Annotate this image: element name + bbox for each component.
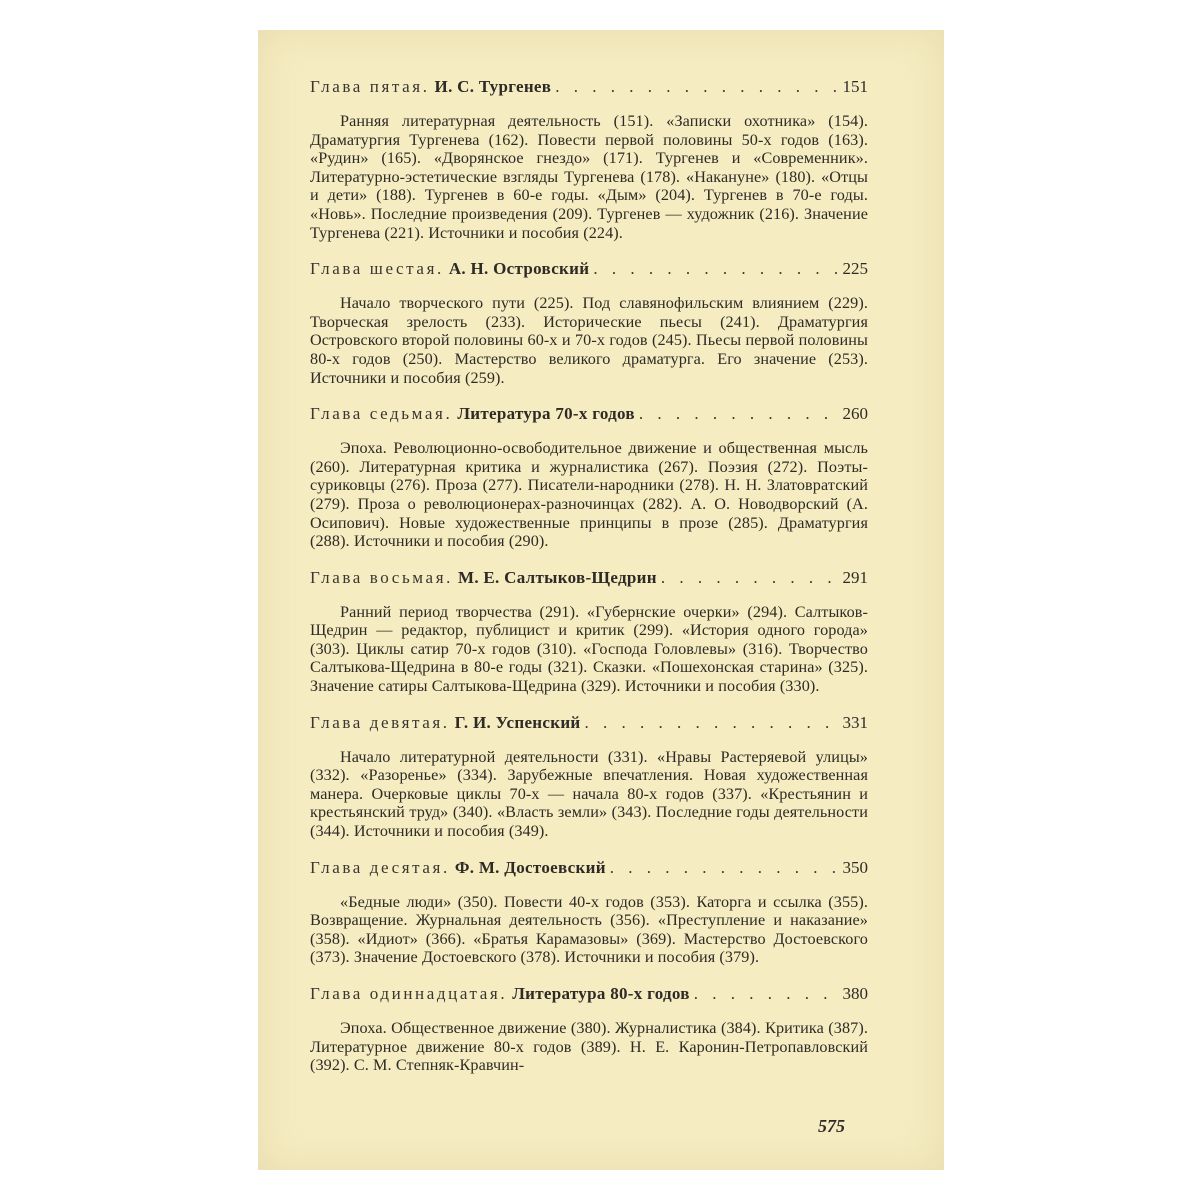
chapter-page-ref: 291 xyxy=(842,567,868,587)
chapter-contents: «Бедные люди» (350). Повести 40-х годов (353). Каторга и ссылка (355). Возвращение. Журнальная деятельность (356). «Преступление и наказание» (358). «Идиот» (366). «Братья Карамазовы» (369). Мастерство Достоевского (373). Значение Достоевского (378). Источники и пособия (379). xyxy=(310,892,868,967)
dot-leader xyxy=(639,403,839,425)
chapter-title: Литература 80-х годов xyxy=(512,984,690,1003)
chapter-title: Ф. М. Достоевский xyxy=(454,857,606,877)
chapter-contents: Начало творческого пути (225). Под славянофильским влиянием (229). Творческая зрелость (233). Исторические пьесы (241). Драматургия Островского второй половины 60-х и 70-х годов (245). Пьесы первой половины 80-х годов (250). Мастерство великого драматурга. Его значение (253). Источники и пособия (259). xyxy=(310,294,868,387)
dot-leader xyxy=(585,712,839,734)
book-page xyxy=(258,30,944,1170)
chapter-heading xyxy=(310,712,868,734)
chapter-title: А. Н. Островский xyxy=(448,259,590,279)
chapter-heading xyxy=(310,857,868,879)
dot-leader xyxy=(555,76,838,98)
chapter-page-ref: 260 xyxy=(842,404,868,424)
chapter-label: Глава одиннадцатая. xyxy=(310,984,508,1003)
chapter-label: Глава девятая. xyxy=(310,712,450,732)
chapter-heading xyxy=(310,403,868,425)
chapter-title: М. Е. Салтыков-Щедрин xyxy=(457,567,657,587)
chapter-heading xyxy=(310,258,868,280)
chapter-page-ref: 225 xyxy=(842,259,868,279)
chapter-label: Глава седьмая. xyxy=(310,404,453,424)
dot-leader xyxy=(694,983,839,1005)
chapter-title: Г. И. Успенский xyxy=(454,712,581,732)
chapter-heading xyxy=(310,983,868,1005)
chapter-contents: Начало литературной деятельности (331). «Нравы Растеряевой улицы» (332). «Разоренье» (334). Зарубежные впечатления. Новая художественная манера. Очерковые циклы 70-х — начала 80-х годов (337). «Крестьянин и крестьянский труд» (340). «Власть земли» (343). Последние годы деятельности (344). Источники и пособия (349). xyxy=(310,747,868,841)
toc-entry-chapter-9 xyxy=(310,712,868,841)
chapter-heading xyxy=(310,76,868,98)
chapter-title: И. С. Тургенев xyxy=(434,77,552,96)
chapter-contents: Ранняя литературная деятельность (151). «Записки охотника» (154). Драматургия Тургенева (162). Повести первой половины 50-х годов (163). «Рудин» (165). «Дворянское гнездо» (171). Тургенев и «Современник». Литературно-эстетические взгляды Тургенева (178). «Накануне» (180). «Отцы и дети» (188). Тургенев в 60-е годы. «Дым» (204). Тургенев в 70-е годы. «Новь». Последние произведения (209). Тургенев — художник (216). Значение Тургенева (221). Источники и пособия (224). xyxy=(310,112,868,242)
chapter-label: Глава восьмая. xyxy=(310,567,453,587)
chapter-heading xyxy=(310,567,868,589)
toc-entry-chapter-8 xyxy=(310,567,868,696)
chapter-title: Литература 70-х годов xyxy=(457,404,635,424)
chapter-page-ref: 380 xyxy=(842,984,868,1003)
chapter-label: Глава шестая. xyxy=(310,259,444,279)
chapter-contents: Ранний период творчества (291). «Губернские очерки» (294). Салтыков-Щедрин — редактор, публицист и критик (299). «История одного города» (303). Циклы сатир 70-х годов (310). «Господа Головлевы» (316). Творчество Салтыкова-Щедрина в 80-е годы (321). Сказки. «Пошехонская старина» (325). Значение сатиры Салтыкова-Щедрина (329). Источники и пособия (330). xyxy=(310,602,868,696)
chapter-label: Глава пятая. xyxy=(310,77,430,96)
chapter-label: Глава десятая. xyxy=(310,857,450,877)
toc-entry-chapter-11 xyxy=(310,983,868,1075)
toc-entry-chapter-7 xyxy=(310,403,868,551)
toc-entry-chapter-5 xyxy=(310,76,868,242)
toc-entry-chapter-10 xyxy=(310,857,868,967)
dot-leader xyxy=(661,567,839,589)
table-of-contents xyxy=(310,76,868,1091)
toc-entry-chapter-6 xyxy=(310,258,868,387)
dot-leader xyxy=(610,857,839,879)
dot-leader xyxy=(593,258,838,280)
chapter-contents: Эпоха. Революционно-освободительное движение и общественная мысль (260). Литературная критика и журналистика (267). Поэзия (272). Поэты-суриковцы (276). Проза (277). Писатели-народники (278). Н. Н. Златовратский (279). Проза о революционерах-разночинцах (282). А. О. Новодворский (А. Осипович). Новые художественные принципы в прозе (285). Драматургия (288). Источники и пособия (290). xyxy=(310,439,868,551)
chapter-page-ref: 350 xyxy=(842,857,868,877)
chapter-contents: Эпоха. Общественное движение (380). Журналистика (384). Критика (387). Литературное движение 80-х годов (389). Н. Е. Каронин-Петропавловский (392). С. М. Степняк-Кравчин- xyxy=(310,1019,868,1075)
page-number: 575 xyxy=(818,1116,845,1136)
chapter-page-ref: 151 xyxy=(842,77,868,96)
chapter-page-ref: 331 xyxy=(842,712,868,732)
